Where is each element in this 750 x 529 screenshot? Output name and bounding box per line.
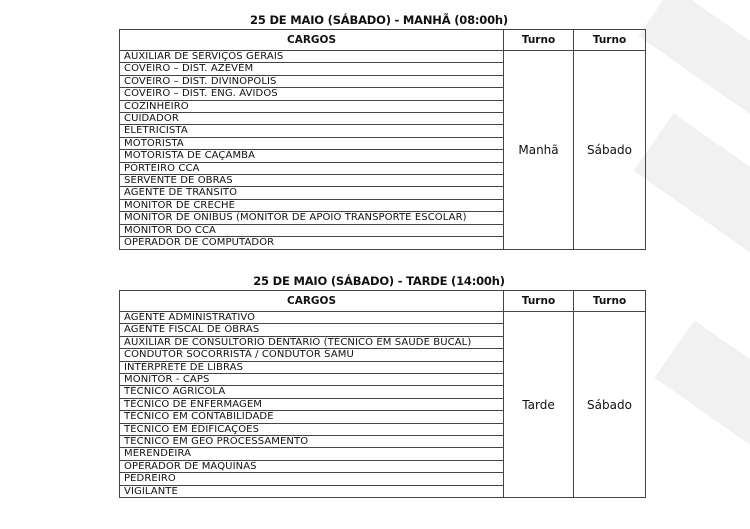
table-row [120,312,646,324]
cargo-cell: COVEIRO – DIST. DIVINÓPOLIS [120,75,504,87]
header-dia: Turno [574,291,646,312]
cargo-cell: PORTEIRO CCA [120,162,504,174]
cargo-cell: TÉCNICO EM GEO PROCESSAMENTO [120,436,504,448]
schedule-table [119,290,646,498]
cargo-cell: CUIDADOR [120,113,504,125]
cargo-cell: MOTORISTA [120,137,504,149]
cargo-cell: PEDREIRO [120,473,504,485]
dia-cell: Sábado [574,312,646,498]
turno-cell: Tarde [504,312,574,498]
cargo-cell: AGENTE DE TRÂNSITO [120,187,504,199]
cargo-cell: CONDUTOR SOCORRISTA / CONDUTOR SAMU [120,349,504,361]
cargo-cell: AGENTE FISCAL DE OBRAS [120,324,504,336]
cargo-cell: MONITOR DE ÔNIBUS (MONITOR DE APOIO TRANSPORTE ESCOLAR) [120,212,504,224]
background-decoration [633,113,750,256]
header-turno: Turno [504,291,574,312]
background-decoration [654,320,750,469]
cargo-cell: AGENTE ADMINISTRATIVO [120,312,504,324]
section-title: 25 DE MAIO (SÁBADO) - TARDE (14:00h) [253,274,505,288]
schedule-section-morning [119,12,645,250]
background-decoration [638,0,750,133]
cargo-cell: AUXILIAR DE SERVIÇOS GERAIS [120,51,504,63]
header-dia: Turno [574,30,646,51]
cargo-cell: TÉCNICO EM CONTABILIDADE [120,411,504,423]
dia-cell: Sábado [574,51,646,250]
cargo-cell: OPERADOR DE MÁQUINAS [120,460,504,472]
cargo-cell: MONITOR DO CCA [120,224,504,236]
cargo-cell: COVEIRO – DIST. ENG. ÁVIDOS [120,88,504,100]
section-title: 25 DE MAIO (SÁBADO) - MANHÃ (08:00h) [250,13,508,27]
cargo-cell: MONITOR - CAPS [120,374,504,386]
header-turno: Turno [504,30,574,51]
cargo-cell: AUXILIAR DE CONSULTÓRIO DENTÁRIO (TÉCNICO EM SAÚDE BUCAL) [120,336,504,348]
cargo-cell: MOTORISTA DE CAÇAMBA [120,150,504,162]
header-cargos: CARGOS [120,291,504,312]
schedule-section-afternoon [119,273,645,498]
turno-cell: Manhã [504,51,574,250]
cargo-cell: COVEIRO – DIST. AZEVÉM [120,63,504,75]
cargo-cell: TÉCNICO EM EDIFICAÇÕES [120,423,504,435]
cargo-cell: MERENDEIRA [120,448,504,460]
cargo-cell: MONITOR DE CRECHE [120,199,504,211]
cargo-cell: OPERADOR DE COMPUTADOR [120,237,504,249]
cargo-cell: ELETRICISTA [120,125,504,137]
cargo-cell: INTÉRPRETE DE LIBRAS [120,361,504,373]
cargo-cell: VIGILANTE [120,485,504,497]
cargo-cell: SERVENTE DE OBRAS [120,175,504,187]
header-cargos: CARGOS [120,30,504,51]
table-row [120,51,646,63]
cargo-cell: COZINHEIRO [120,100,504,112]
schedule-table [119,29,646,250]
cargo-cell: TÉCNICO AGRÍCOLA [120,386,504,398]
cargo-cell: TÉCNICO DE ENFERMAGEM [120,398,504,410]
